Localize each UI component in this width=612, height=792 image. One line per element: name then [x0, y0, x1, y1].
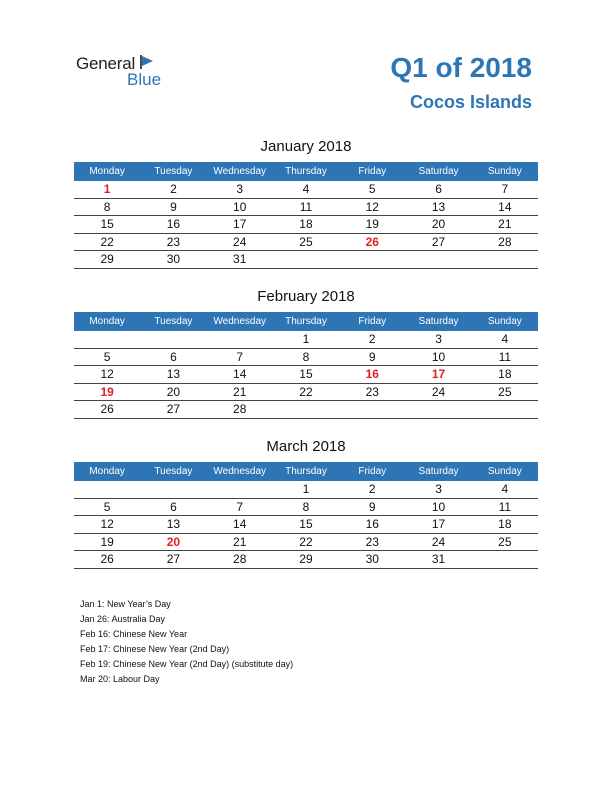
day-cell: 27 — [166, 552, 181, 566]
day-cell — [339, 251, 405, 268]
day-cell: 4 — [501, 482, 509, 496]
week-row — [74, 551, 538, 569]
weekday-header: Saturday — [418, 466, 459, 477]
weekday-header: Sunday — [487, 166, 522, 177]
weekday-header-row — [74, 162, 538, 181]
holiday-note: Feb 19: Chinese New Year (2nd Day) (substitute day) — [80, 659, 294, 669]
day-cell: 31 — [233, 252, 247, 266]
day-cell: 10 — [233, 199, 247, 214]
day-cell: 23 — [365, 534, 379, 549]
weekday-header: Tuesday — [154, 316, 193, 327]
day-cell: 28 — [233, 402, 247, 416]
holiday-notes — [80, 597, 293, 687]
day-cell: 3 — [236, 182, 244, 196]
day-cell: 2 — [170, 182, 177, 196]
week-row — [74, 384, 538, 402]
weekday-header: Wednesday — [213, 316, 267, 327]
day-cell: 16 — [365, 517, 379, 531]
logo-text-blue: Blue — [127, 70, 162, 89]
week-row — [74, 234, 538, 252]
holiday-day-cell: 26 — [365, 234, 379, 249]
day-cell: 8 — [302, 349, 310, 364]
week-row — [74, 181, 538, 199]
weekday-header-row — [74, 462, 538, 481]
day-cell: 21 — [233, 534, 247, 549]
day-cell: 1 — [302, 482, 310, 496]
weekday-header: Saturday — [418, 316, 459, 327]
week-row — [74, 199, 538, 217]
holiday-day-cell: 19 — [100, 384, 114, 399]
day-cell: 25 — [498, 384, 512, 399]
weekday-header: Friday — [358, 166, 387, 177]
weekday-header: Wednesday — [213, 166, 267, 177]
day-cell: 15 — [299, 367, 313, 381]
day-cell: 30 — [365, 552, 379, 566]
day-cell: 6 — [170, 349, 177, 364]
holiday-note: Feb 17: Chinese New Year (2nd Day) — [80, 644, 230, 654]
day-cell: 3 — [435, 482, 442, 496]
day-cell: 14 — [233, 367, 247, 381]
holiday-day-cell: 20 — [166, 534, 181, 549]
day-cell: 2 — [368, 332, 376, 346]
day-cell: 13 — [166, 367, 181, 381]
week-row — [74, 366, 538, 384]
day-cell: 1 — [302, 332, 310, 346]
day-cell — [405, 401, 471, 418]
holiday-note: Jan 26: Australia Day — [80, 614, 166, 624]
day-cell — [207, 481, 273, 498]
day-cell — [207, 331, 273, 348]
day-cell: 12 — [100, 367, 114, 381]
day-cell: 23 — [166, 234, 181, 249]
weekday-header: Wednesday — [213, 466, 267, 477]
day-cell: 9 — [368, 499, 376, 514]
day-cell: 15 — [299, 517, 313, 531]
month-calendar — [74, 136, 538, 269]
week-row — [74, 401, 538, 419]
day-cell: 11 — [498, 499, 512, 514]
day-cell: 11 — [498, 349, 512, 364]
month-title: January 2018 — [260, 138, 352, 155]
day-cell: 25 — [299, 234, 313, 249]
day-cell: 20 — [166, 384, 181, 399]
weekday-header: Thursday — [285, 466, 327, 477]
day-cell: 10 — [431, 349, 446, 364]
day-cell: 13 — [431, 199, 446, 214]
day-cell: 7 — [501, 182, 509, 196]
day-cell: 21 — [498, 217, 512, 231]
week-row — [74, 516, 538, 534]
day-cell: 12 — [365, 199, 379, 214]
day-cell: 13 — [166, 517, 181, 531]
weekday-header: Thursday — [285, 166, 327, 177]
week-row — [74, 534, 538, 552]
day-cell: 19 — [365, 217, 379, 231]
day-cell: 21 — [233, 384, 247, 399]
day-cell: 5 — [368, 182, 376, 196]
day-cell: 22 — [100, 234, 114, 249]
day-cell: 14 — [233, 517, 247, 531]
day-cell: 31 — [431, 552, 446, 566]
day-cell: 11 — [299, 199, 313, 214]
week-row — [74, 481, 538, 499]
weekday-header: Friday — [358, 316, 387, 327]
day-cell: 29 — [299, 552, 313, 566]
weekday-header: Monday — [89, 316, 125, 327]
day-cell: 14 — [498, 199, 512, 214]
day-cell — [273, 251, 339, 268]
day-cell: 18 — [498, 367, 512, 381]
page-title: Q1 of 2018 — [390, 52, 532, 83]
holiday-day-cell: 16 — [365, 367, 379, 381]
logo-text-general: General — [76, 54, 136, 73]
day-cell — [339, 401, 405, 418]
weekday-header: Monday — [89, 166, 125, 177]
day-cell — [405, 251, 471, 268]
day-cell: 17 — [233, 217, 247, 231]
week-row — [74, 331, 538, 349]
day-cell: 26 — [100, 402, 114, 416]
holiday-day-cell: 17 — [431, 367, 446, 381]
day-cell: 12 — [100, 517, 114, 531]
day-cell: 18 — [299, 217, 313, 231]
holiday-note: Feb 16: Chinese New Year — [80, 629, 188, 639]
day-cell: 9 — [368, 349, 376, 364]
day-cell: 5 — [103, 349, 111, 364]
day-cell: 25 — [498, 534, 512, 549]
day-cell: 28 — [233, 552, 247, 566]
day-cell — [273, 401, 339, 418]
day-cell: 24 — [431, 534, 446, 549]
day-cell: 22 — [299, 384, 313, 399]
day-cell: 15 — [100, 217, 114, 231]
day-cell — [472, 251, 538, 268]
country-subtitle: Cocos Islands — [409, 92, 532, 112]
weekday-header: Monday — [89, 466, 125, 477]
holiday-note: Jan 1: New Year’s Day — [80, 599, 171, 609]
week-row — [74, 499, 538, 517]
day-cell — [140, 481, 206, 498]
day-cell — [472, 401, 538, 418]
day-cell: 24 — [431, 384, 446, 399]
weekday-header: Sunday — [487, 316, 522, 327]
day-cell: 30 — [166, 252, 181, 266]
day-cell — [74, 481, 140, 498]
day-cell: 19 — [100, 534, 114, 549]
day-cell: 7 — [236, 349, 244, 364]
flag-icon — [140, 55, 154, 69]
week-row — [74, 251, 538, 269]
weekday-header: Saturday — [418, 166, 459, 177]
day-cell: 4 — [302, 182, 310, 196]
day-cell: 29 — [100, 252, 114, 266]
weekday-header: Tuesday — [154, 166, 193, 177]
month-calendar — [74, 286, 538, 419]
day-cell: 2 — [368, 482, 376, 496]
weekday-header: Thursday — [285, 316, 327, 327]
day-cell: 3 — [435, 332, 442, 346]
day-cell: 4 — [501, 332, 509, 346]
month-title: March 2018 — [266, 438, 346, 455]
weekday-header: Sunday — [487, 466, 522, 477]
weekday-header-row — [74, 312, 538, 331]
day-cell: 8 — [302, 499, 310, 514]
day-cell — [74, 331, 140, 348]
day-cell: 16 — [166, 217, 181, 231]
day-cell: 26 — [100, 552, 114, 566]
day-cell: 20 — [431, 217, 446, 231]
day-cell: 22 — [299, 534, 313, 549]
month-title: February 2018 — [257, 288, 355, 305]
day-cell — [140, 331, 206, 348]
day-cell: 5 — [103, 499, 111, 514]
week-row — [74, 216, 538, 234]
holiday-day-cell: 1 — [103, 182, 111, 196]
day-cell — [472, 551, 538, 568]
day-cell: 17 — [431, 517, 446, 531]
day-cell: 18 — [498, 517, 512, 531]
day-cell: 27 — [431, 234, 446, 249]
weekday-header: Friday — [358, 466, 387, 477]
generalblue-logo — [76, 52, 186, 92]
holiday-note: Mar 20: Labour Day — [80, 674, 160, 684]
day-cell: 6 — [435, 182, 442, 196]
day-cell: 9 — [170, 199, 177, 214]
day-cell: 27 — [166, 402, 181, 416]
day-cell: 24 — [233, 234, 247, 249]
weekday-header: Tuesday — [154, 466, 193, 477]
week-row — [74, 349, 538, 367]
day-cell: 7 — [236, 499, 244, 514]
day-cell: 23 — [365, 384, 379, 399]
day-cell: 6 — [170, 499, 177, 514]
month-calendar — [74, 436, 538, 569]
day-cell: 8 — [103, 199, 111, 214]
day-cell: 28 — [498, 234, 512, 249]
day-cell: 10 — [431, 499, 446, 514]
